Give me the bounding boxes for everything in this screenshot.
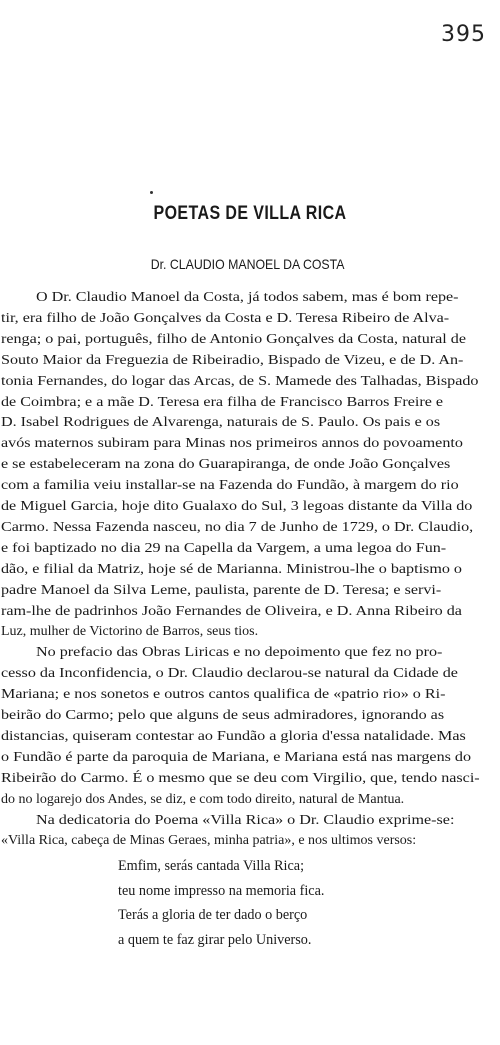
text-line: dão, e filial da Matriz, hoje sé de Marianna. Ministrou-lhe o baptismo o — [1, 561, 462, 577]
text-line: de Coimbra; e a mãe D. Teresa era filha de Francisco Barros Freire e — [1, 394, 444, 410]
poem-line: a quem te faz girar pelo Universo. — [118, 931, 312, 948]
text-line: distancias, quiseram contestar ao Fundão a gloria d'essa natalidade. Mas — [1, 728, 466, 744]
text-line: do no logarejo dos Andes, se diz, e com todo direito, natural de Mantua. — [1, 791, 405, 807]
text-line: D. Isabel Rodrigues de Alvarenga, naturais de S. Paulo. Os pais e os — [1, 415, 441, 431]
page-title: POETAS DE VILLA RICA — [153, 202, 347, 224]
text-line: o Fundão é parte da paroquia de Mariana, e Mariana está nas margens do — [1, 749, 472, 765]
poem-line: Terás a gloria de ter dado o berço — [118, 907, 308, 923]
text-line: tonia Fernandes, do logar das Arcas, de S. Mamede des Talhadas, Bispado — [1, 373, 479, 389]
page-number: 395 — [441, 22, 486, 47]
poem-line: Emfim, serás cantada Villa Rica; — [118, 858, 305, 874]
text-line: ram-lhe de padrinhos João Fernandes de Oliveira, e D. Anna Ribeiro da — [1, 603, 462, 619]
text-line: cesso da Inconfidencia, o Dr. Claudio declarou-se natural da Cidade de — [1, 666, 458, 682]
text-line: Na dedicatoria do Poema «Villa Rica» o Dr. Claudio exprime-se: — [36, 812, 455, 828]
bottom-marks — [0, 1008, 500, 1010]
text-line: tir, era filho de João Gonçalves da Costa e D. Teresa Ribeiro de Alva- — [1, 310, 450, 326]
page-subtitle: Dr. CLAUDIO MANOEL DA COSTA — [150, 256, 345, 272]
text-line: Souto Maior da Freguezia de Ribeiradio, Bispado de Vizeu, e de D. An- — [1, 352, 464, 368]
text-line: Ribeirão do Carmo. É o mesmo que se deu com Virgilio, que, tendo nasci- — [1, 770, 480, 786]
text-line: Carmo. Nessa Fazenda nasceu, no dia 7 de Junho de 1729, o Dr. Claudio, — [1, 519, 474, 535]
poem-line: teu nome impresso na memoria fica. — [118, 882, 325, 899]
poem-block — [118, 854, 324, 952]
text-line: No prefacio das Obras Liricas e no depoimento que fez no pro- — [36, 645, 443, 661]
text-line: O Dr. Claudio Manoel da Costa, já todos sabem, mas é bom repe- — [36, 290, 459, 305]
text-line: avós maternos subiram para Minas nos primeiros annos do povoamento — [1, 436, 463, 452]
text-line: renga; o pai, português, filho de Antonio Gonçalves da Costa, natural de — [1, 331, 467, 347]
text-line: beirão do Carmo; pelo que alguns de seus admiradores, ignorando as — [1, 708, 445, 723]
text-line: «Villa Rica, cabeça de Minas Geraes, minha patria», e nos ultimos versos: — [1, 833, 417, 849]
text-line: e foi baptizado no dia 29 na Capella da Vargem, a uma legoa do Fun- — [1, 540, 447, 556]
text-line: Luz, mulher de Victorino de Barros, seus tios. — [1, 624, 259, 640]
text-line: e se estabeleceram na zona do Guarapiranga, de onde João Gonçalves — [1, 457, 451, 473]
text-line: de Miguel Garcia, hoje dito Gualaxo do Sul, 3 legoas distante da Villa do — [1, 499, 473, 514]
text-line: com a familia veiu installar-se na Fazenda do Fundão, à margem do rio — [1, 478, 459, 494]
ornament-dot — [150, 191, 153, 194]
text-line: Mariana; e nos sonetos e outros cantos qualifica de «patrio rio» o Ri- — [1, 687, 446, 703]
text-line: padre Manoel da Silva Leme, paulista, parente de D. Teresa; e servi- — [1, 582, 442, 598]
